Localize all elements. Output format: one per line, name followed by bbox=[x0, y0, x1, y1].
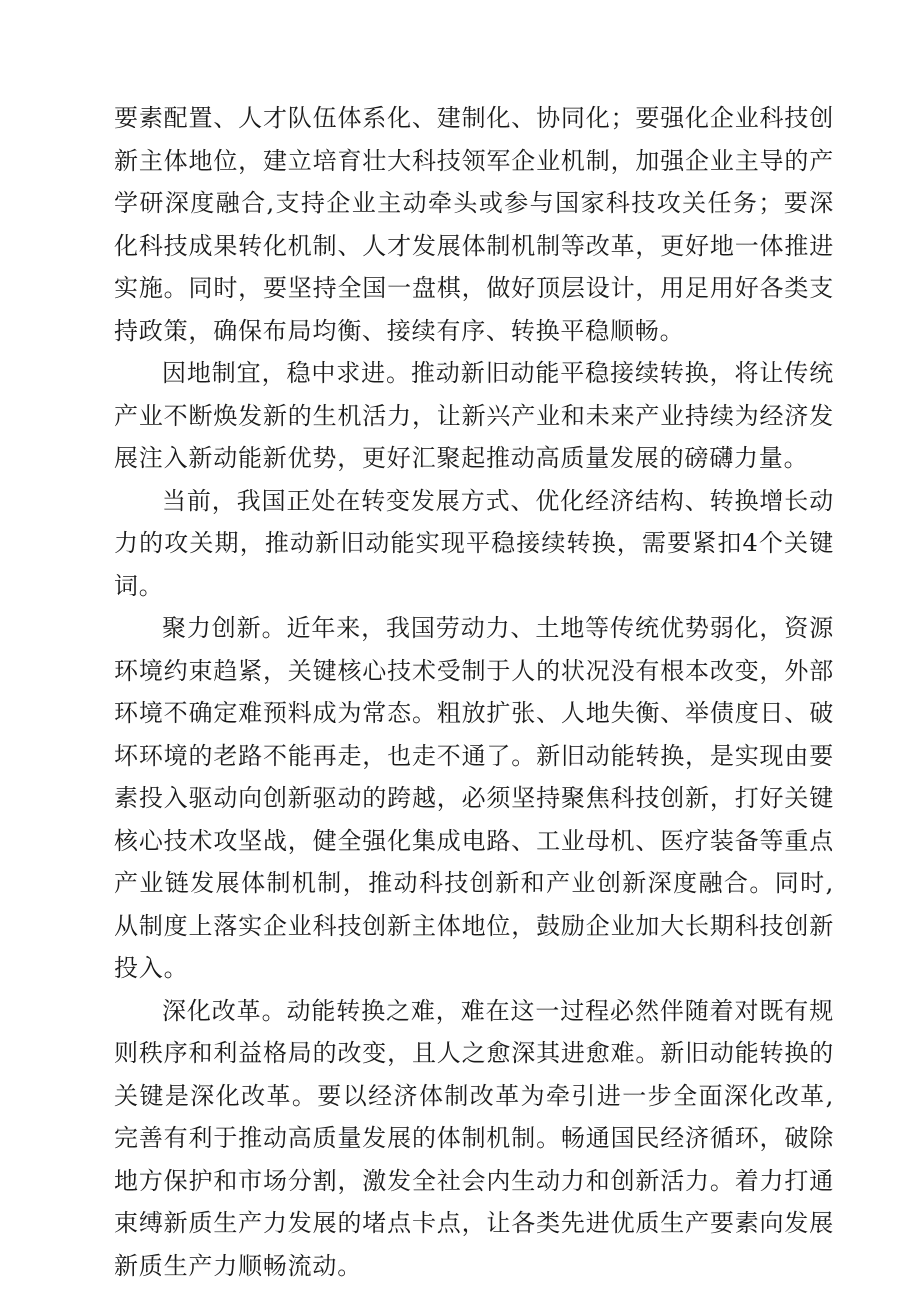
paragraph-local-conditions: 因地制宜，稳中求进。推动新旧动能平稳接续转换，将让传统产业不断焕发新的生机活力，让新兴产业和未来产业持续为经济发展注入新动能新优势，更好汇聚起推动高质量发展的磅礴力量。 bbox=[114, 359, 834, 472]
paragraph-reform: 深化改革。动能转换之难，难在这一过程必然伴随着对既有规则秩序和利益格局的改变，且人之愈深其进愈难。新旧动能转换的关键是深化改革。要以经济体制改革为牵引进一步全面深化改革,完善有利于推动高质量发展的体制机制。畅通国民经济循环，破除地方保护和市场分割，激发全社会内生动力和创新活力。着力打通束缚新质生产力发展的堵点卡点，让各类先进优质生产要素向发展新质生产力顺畅流动。 bbox=[114, 996, 834, 1280]
paragraph-current-stage: 当前，我国正处在转变发展方式、优化经济结构、转换增长动力的攻关期，推动新旧动能实现平稳接续转换，需要紧扣4个关键词。 bbox=[114, 486, 834, 600]
document-page bbox=[114, 97, 834, 1287]
paragraph-continuation: 要素配置、人才队伍体系化、建制化、协同化；要强化企业科技创新主体地位，建立培育壮大科技领军企业机制，加强企业主导的产学研深度融合,支持企业主动牵头或参与国家科技攻关任务；要深化科技成果转化机制、人才发展体制机制等改革，更好地一体推进实施。同时，要坚持全国一盘棋，做好顶层设计，用足用好各类支持政策，确保布局均衡、接续有序、转换平稳顺畅。 bbox=[114, 104, 834, 345]
paragraph-innovation: 聚力创新。近年来，我国劳动力、土地等传统优势弱化，资源环境约束趋紧，关键核心技术受制于人的状况没有根本改变，外部环境不确定难预料成为常态。粗放扩张、人地失衡、举债度日、破坏环境的老路不能再走，也走不通了。新旧动能转换，是实现由要素投入驱动向创新驱动的跨越，必须坚持聚焦科技创新，打好关键核心技术攻坚战，健全强化集成电路、工业母机、医疗装备等重点产业链发展体制机制，推动科技创新和产业创新深度融合。同时,从制度上落实企业科技创新主体地位，鼓励企业加大长期科技创新投入。 bbox=[114, 614, 834, 982]
